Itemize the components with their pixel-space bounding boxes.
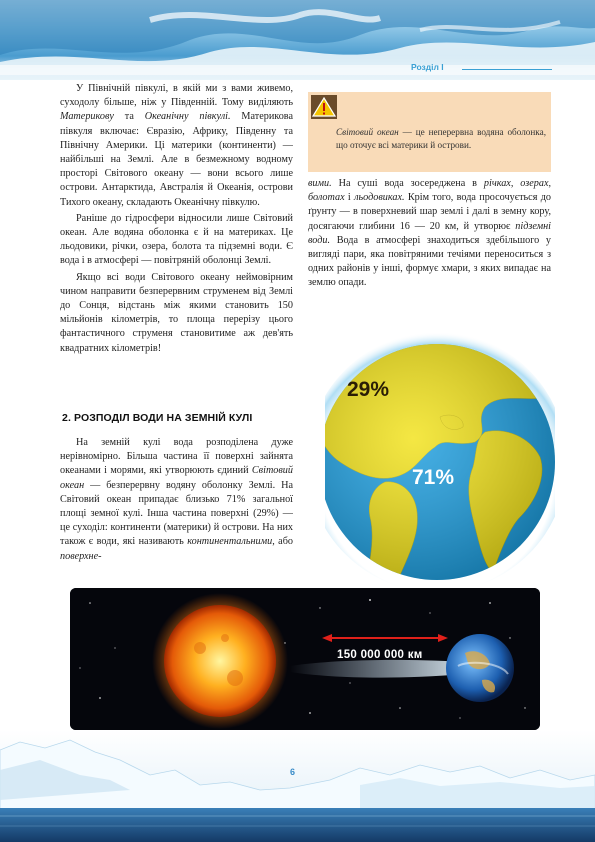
text-run: На суші вода зосереджена в [331,178,484,189]
section-heading: 2. РОЗПОДІЛ ВОДИ НА ЗЕМНІЙ КУЛІ [62,412,253,424]
paragraph [308,177,551,291]
water-percent-label: 71% [412,466,455,489]
text-run: — це неперервна водяна оболонка, що оточує всі материки й острови. [336,127,546,151]
icebergs-image [0,730,595,842]
italic-term: підземні води. [308,220,551,246]
left-column [60,82,293,356]
text-run: — безперервну водяну оболонку Землі. На Світовий океан припадає близько 71% загальної площі земної кулі. Інша частина поверхні (29%) — це суходіл: континенти (материки) й острови. На них також є води, які називають [60,479,293,548]
paragraph [60,436,293,564]
italic-term: Океанічну півкулі. [144,111,231,123]
text-run: Раніше до гідросфери відносили лише Світовий океан. Але водяна оболонка є й на материках. Це льодовики, річки, озера, болота та підземні води. Є вода і в атмосфері — повітряній оболонці Землі. [60,212,293,267]
italic-term: річках, озерах, болотах [308,178,552,204]
paragraph [60,271,293,356]
sun-earth-illustration [70,588,540,730]
text-run: Вода в атмосфері знаходиться здебільшого у вигляді пари, яка повітряними течіями переноситься з одних районів у інші, формує хмари, з яких випадає на землю опади. [308,234,551,289]
earth-globe-image [325,312,555,587]
italic-term: Світовий океан [336,127,399,137]
ocean-wave-image [0,0,595,80]
definition-note-text [336,126,546,152]
italic-term: льодовиках. [354,192,405,204]
land-percent-label: 29% [347,378,390,401]
paragraph [60,212,293,269]
section-label: Розділ I [411,62,444,72]
right-column [308,177,551,291]
text-run: і [344,192,355,204]
text-run: , або [272,536,293,548]
warning-icon [311,95,337,119]
text-run: Материкова півкуля включає: Євразію, Африку, Південну та Північну Америки. Ці материки (континенти) — найбільші на Землі. Але в безмежному водному просторі Світового океану — вони всього лише острови. Антарктида, Австралія й Океанія, острови Тихого океану, складають Океанічну півкулю. [60,111,293,208]
italic-term: Материкову [60,111,114,123]
italic-term: вими. [308,178,332,189]
paragraph [60,82,293,210]
text-run: У Північній півкулі, в якій ми з вами живемо, суходолу більше, ніж у Південній. Тому виділяють [60,83,293,109]
sun-earth-space-image [70,588,540,730]
italic-term: поверхне- [60,550,102,562]
header-banner [0,0,595,80]
text-run: На земній кулі вода розподілена дуже нерівномірно. Більша частина її поверхні зайнята океанами і морями, які утворюють єдиний [60,437,293,477]
text-run: Крім того, вода просочується до ґрунту — в поверхневий шар землі і далі в земну кору, досягаючи глибини 16 — 20 км, й утворює [308,192,551,232]
italic-term: континентальними [187,536,273,548]
text-run: Якщо всі води Світового океану неймовірним чином направити безперервним струменем від Землі до Сонця, відстань між якими становить 150 мільйонів кілометрів, то площа перерізу цього фантастичного струменя становитиме аж дев'ять квадратних кілометрів! [60,271,293,354]
text-run: та [113,111,145,123]
page-number: 6 [290,767,296,777]
section-rule [462,69,552,70]
left-column-continued [60,436,293,564]
italic-term: Світовий океан [60,465,293,491]
distance-label: 150 000 000 км [337,649,423,661]
